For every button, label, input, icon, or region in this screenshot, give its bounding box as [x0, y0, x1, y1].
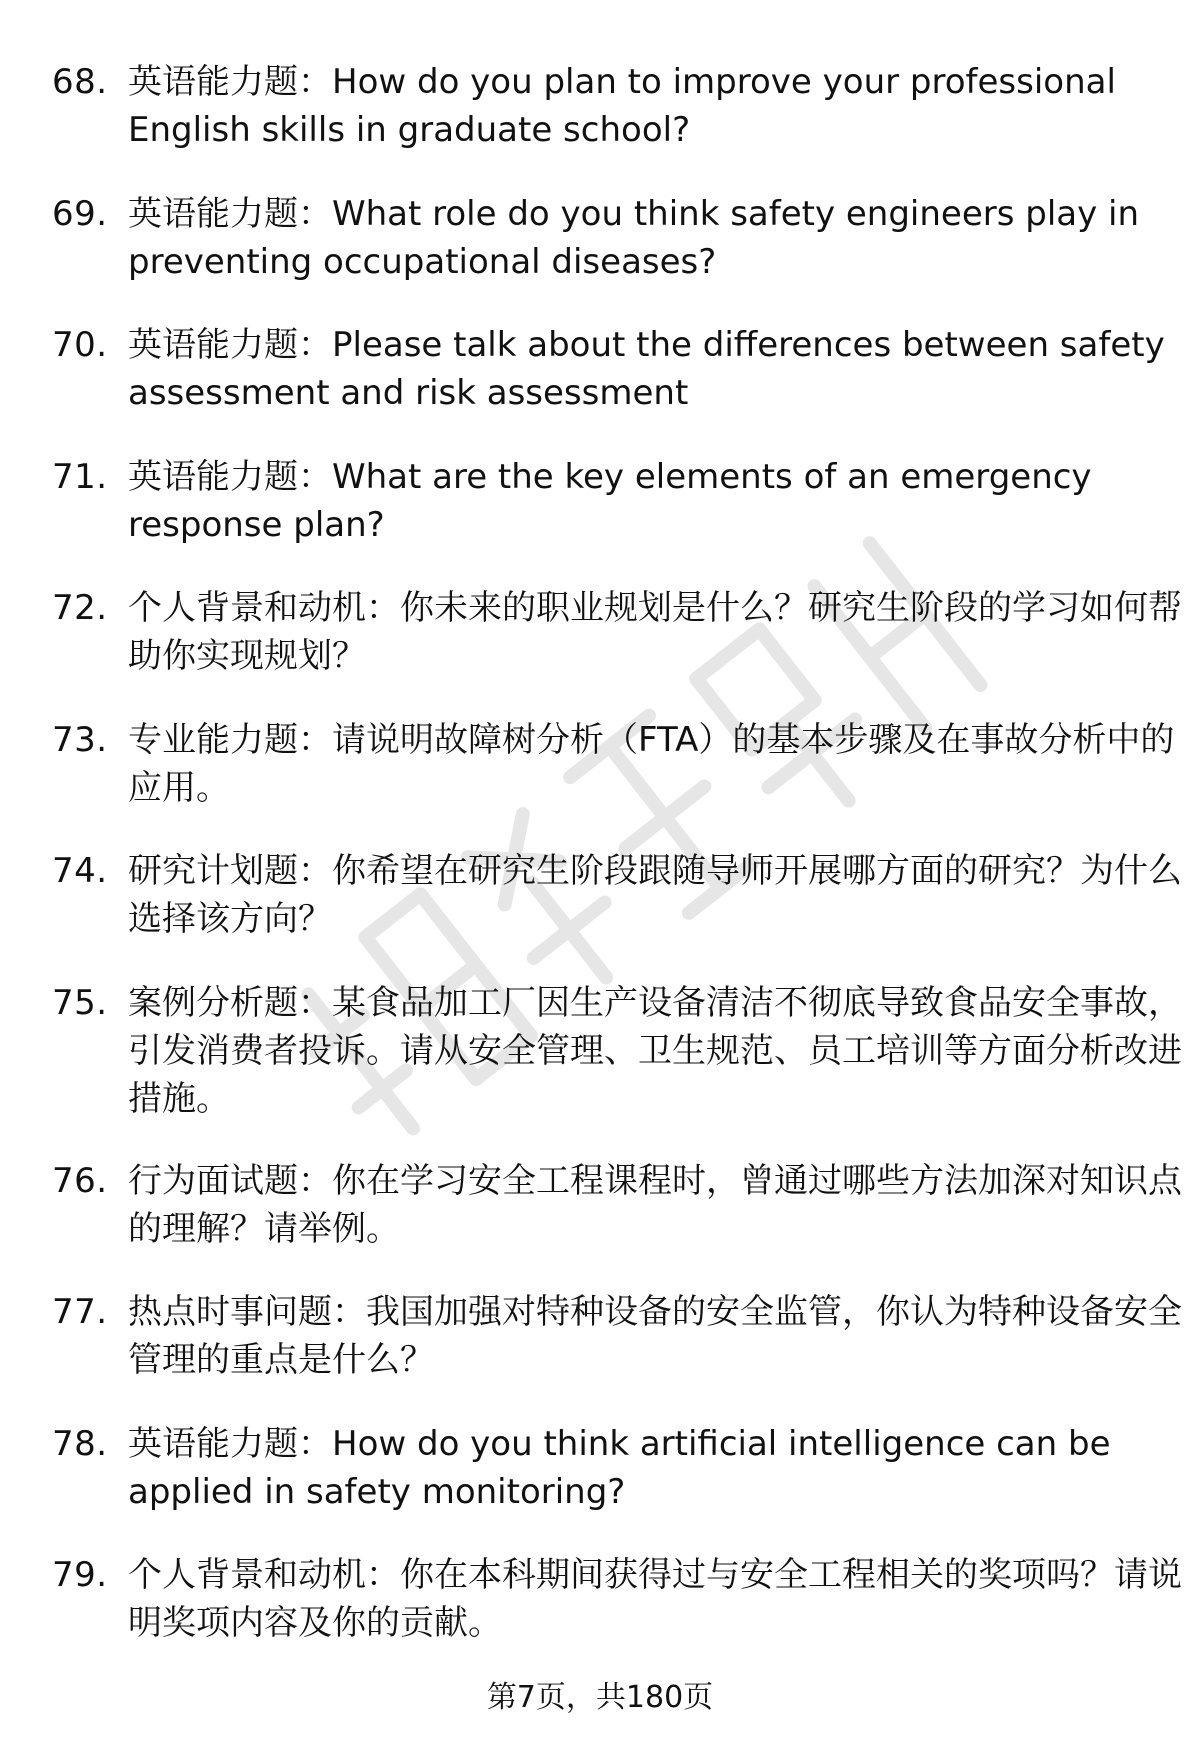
question-number: 74.	[52, 851, 108, 891]
question-number: 72.	[52, 588, 108, 628]
question-list	[52, 58, 1182, 1683]
question-item	[52, 58, 1152, 190]
question-item	[52, 1157, 1182, 1289]
question-item	[52, 979, 1182, 1157]
page-footer: 第7页，共180页	[486, 1680, 714, 1715]
question-text: 英语能力题：How do you think artificial intelligence can be applied in safety monitoring?	[128, 1423, 1111, 1512]
question-text: 英语能力题：What role do you think safety engineers play in preventing occupational diseases?	[128, 193, 1140, 282]
question-number: 76.	[52, 1160, 108, 1201]
question-number: 78.	[52, 1423, 108, 1464]
question-text: 热点时事问题：我国加强对特种设备的安全监管，你认为特种设备安全管理的重点是什么？	[128, 1292, 1182, 1380]
question-text: 个人背景和动机：你未来的职业规划是什么？研究生阶段的学习如何帮助你实现规划？	[128, 588, 1182, 676]
question-number: 73.	[52, 719, 108, 760]
question-text: 英语能力题：What are the key elements of an emergency response plan?	[128, 456, 1092, 545]
question-text: 英语能力题：Please talk about the differences between safety assessment and risk assessment	[128, 325, 1165, 413]
question-text: 案例分析题：某食品加工厂因生产设备清洁不彻底导致食品安全事故，引发消费者投诉。请从安全管理、卫生规范、员工培训等方面分析改进措施。	[128, 982, 1182, 1119]
question-item	[52, 453, 1152, 585]
question-number: 68.	[52, 62, 108, 102]
question-number: 70.	[52, 325, 108, 365]
question-text: 个人背景和动机：你在本科期间获得过与安全工程相关的奖项吗？请说明奖项内容及你的贡献。	[128, 1555, 1182, 1643]
question-text: 研究计划题：你希望在研究生阶段跟随导师开展哪方面的研究？为什么选择该方向？	[128, 851, 1182, 939]
question-number: 69.	[52, 193, 108, 234]
question-item	[52, 321, 1165, 453]
question-item	[52, 1420, 1152, 1552]
question-item	[52, 1551, 1182, 1683]
question-number: 79.	[52, 1555, 108, 1595]
question-item	[52, 716, 1175, 848]
question-text: 行为面试题：你在学习安全工程课程时，曾通过哪些方法加深对知识点的理解？请举例。	[128, 1160, 1182, 1249]
question-item	[52, 1288, 1182, 1420]
question-number: 71.	[52, 456, 108, 497]
question-item	[52, 847, 1182, 979]
question-text: 英语能力题：How do you plan to improve your professional English skills in graduate school?	[128, 62, 1116, 150]
question-number: 77.	[52, 1292, 108, 1332]
question-text: 专业能力题：请说明故障树分析（FTA）的基本步骤及在事故分析中的应用。	[128, 719, 1175, 808]
question-item	[52, 584, 1182, 716]
question-number: 75.	[52, 982, 108, 1023]
question-item	[52, 190, 1152, 322]
